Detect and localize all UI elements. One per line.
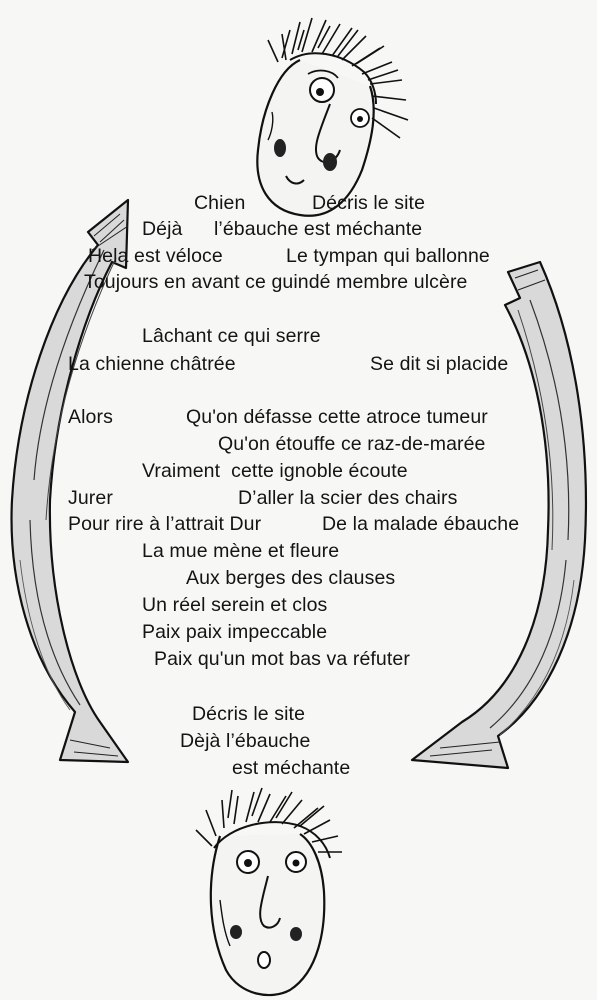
stanza3-line6: La mue mène et fleure [142,540,340,562]
stanza3-line7: Aux berges des clauses [186,567,396,589]
stanza1-line2-part1: Déjà [142,218,183,240]
stanza1-line1-part2: Décris le site [312,192,426,214]
bottom-face-sketch-icon [196,788,342,995]
top-face-sketch-icon [257,18,408,216]
stanza3-line3: Vraiment cette ignoble écoute [142,460,408,482]
stanza3-line9: Paix paix impeccable [142,621,328,643]
stanza1-line2-part2: l’ébauche est méchante [214,218,423,240]
stanza3-line8: Un réel serein et clos [142,594,328,616]
stanza3-line4-part2: D’aller la scier des chairs [238,487,458,509]
stanza3-line1-part1: Alors [68,406,113,428]
stanza1-line4: Toujours en avant ce guindé membre ulcère [84,271,468,293]
stanza4-line1: Décris le site [192,703,306,725]
stanza1-line3-part1: Hela est véloce [88,245,223,267]
stanza4-line2: Dèjà l’ébauche [180,730,311,752]
stanza2-line1: Lâchant ce qui serre [142,325,321,347]
stanza1-line3-part2: Le tympan qui ballonne [286,245,490,267]
stanza3-line1-part2: Qu'on défasse cette atroce tumeur [186,406,488,428]
stanza2-line2-part1: La chienne châtrée [68,353,236,375]
stanza3-line5-part2: De la malade ébauche [322,513,520,535]
stanza1-line1-part1: Chien [194,192,246,214]
stanza2-line2-part2: Se dit si placide [370,353,509,375]
stanza3-line4-part1: Jurer [68,487,113,509]
stanza3-line5-part1: Pour rire à l’attrait Dur [68,513,262,535]
stanza3-line2: Qu'on étouffe ce raz-de-marée [218,433,486,455]
stanza3-line10: Paix qu'un mot bas va réfuter [154,648,410,670]
stanza4-line3: est méchante [232,757,351,779]
